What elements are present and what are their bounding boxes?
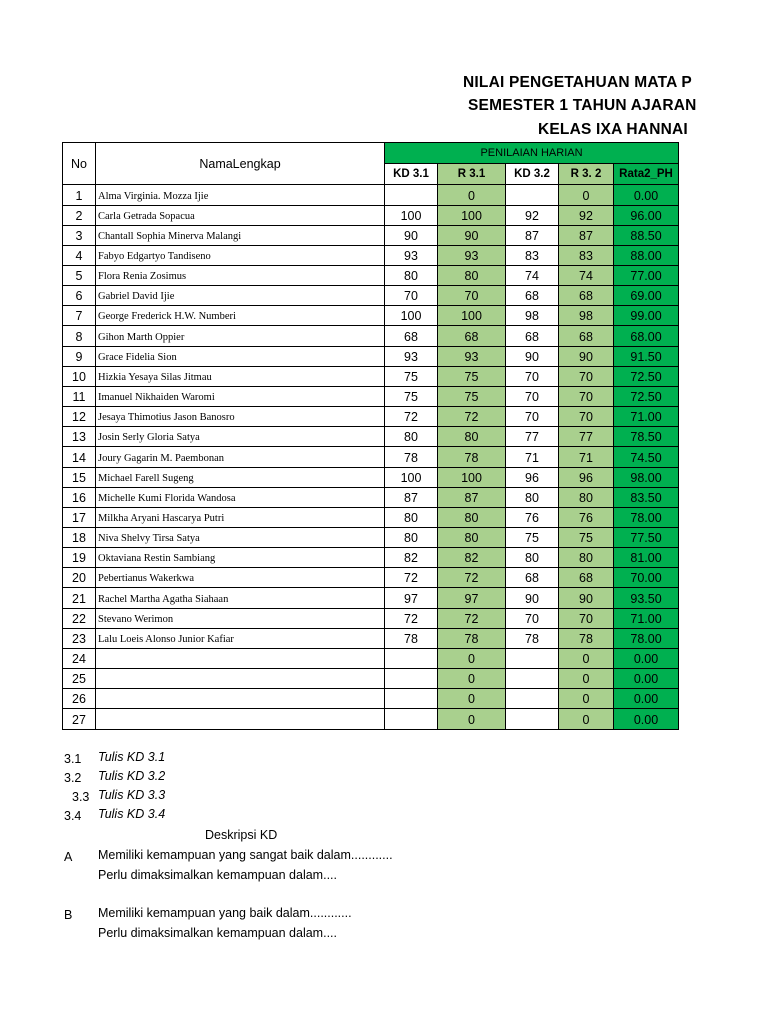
cell-r32: 70	[559, 608, 614, 628]
cell-rata2-ph: 72.50	[614, 386, 679, 406]
cell-r32: 68	[559, 326, 614, 346]
cell-kd32: 98	[506, 306, 559, 326]
cell-r32: 76	[559, 507, 614, 527]
cell-r32: 92	[559, 205, 614, 225]
cell-no: 24	[63, 648, 96, 668]
cell-kd31: 100	[385, 306, 438, 326]
table-row	[63, 467, 679, 487]
cell-kd31: 68	[385, 326, 438, 346]
cell-kd31: 93	[385, 346, 438, 366]
cell-no: 21	[63, 588, 96, 608]
cell-kd32	[506, 689, 559, 709]
cell-name: Milkha Aryani Hascarya Putri	[96, 507, 385, 527]
cell-kd31: 93	[385, 245, 438, 265]
col-no-header: No	[63, 143, 96, 185]
cell-name	[96, 689, 385, 709]
cell-name: Flora Renia Zosimus	[96, 265, 385, 285]
cell-kd32	[506, 648, 559, 668]
cell-no: 25	[63, 669, 96, 689]
cell-rata2-ph: 98.00	[614, 467, 679, 487]
cell-kd31: 75	[385, 366, 438, 386]
cell-name: Carla Getrada Sopacua	[96, 205, 385, 225]
cell-kd31	[385, 185, 438, 205]
cell-rata2-ph: 78.50	[614, 427, 679, 447]
cell-no: 4	[63, 245, 96, 265]
grade-b-line1: Memiliki kemampuan yang baik dalam............	[98, 906, 352, 920]
cell-name	[96, 669, 385, 689]
cell-name: Lalu Loeis Alonso Junior Kafiar	[96, 628, 385, 648]
cell-rata2-ph: 74.50	[614, 447, 679, 467]
cell-kd32: 71	[506, 447, 559, 467]
cell-kd32: 68	[506, 326, 559, 346]
cell-no: 1	[63, 185, 96, 205]
cell-no: 20	[63, 568, 96, 588]
cell-kd32	[506, 185, 559, 205]
table-row	[63, 648, 679, 668]
cell-name: Gabriel David Ijie	[96, 286, 385, 306]
cell-rata2-ph: 77.00	[614, 265, 679, 285]
cell-name: Oktaviana Restin Sambiang	[96, 548, 385, 568]
cell-kd32: 76	[506, 507, 559, 527]
legend-text-2: Tulis KD 3.2	[98, 769, 166, 783]
cell-r32: 0	[559, 669, 614, 689]
cell-kd32: 92	[506, 205, 559, 225]
cell-r32: 90	[559, 346, 614, 366]
cell-no: 5	[63, 265, 96, 285]
cell-kd32: 68	[506, 568, 559, 588]
cell-r31: 100	[438, 467, 506, 487]
col-avg-header: Rata2_PH	[614, 164, 679, 185]
col-r31-header: R 3.1	[438, 164, 506, 185]
cell-kd31: 78	[385, 628, 438, 648]
cell-kd32: 68	[506, 286, 559, 306]
cell-r31: 80	[438, 507, 506, 527]
cell-no: 27	[63, 709, 96, 730]
grade-b-label: B	[64, 908, 73, 922]
cell-kd31	[385, 709, 438, 730]
cell-rata2-ph: 0.00	[614, 689, 679, 709]
cell-kd32	[506, 709, 559, 730]
cell-rata2-ph: 96.00	[614, 205, 679, 225]
cell-rata2-ph: 69.00	[614, 286, 679, 306]
cell-no: 7	[63, 306, 96, 326]
legend-text-3: Tulis KD 3.3	[98, 788, 166, 802]
cell-kd31	[385, 648, 438, 668]
cell-r31: 97	[438, 588, 506, 608]
cell-kd31	[385, 689, 438, 709]
legend-text-4: Tulis KD 3.4	[98, 807, 166, 821]
cell-kd31: 80	[385, 265, 438, 285]
table-row	[63, 205, 679, 225]
table-row	[63, 628, 679, 648]
cell-r32: 0	[559, 709, 614, 730]
cell-no: 14	[63, 447, 96, 467]
cell-rata2-ph: 88.00	[614, 245, 679, 265]
report-title: NILAI PENGETAHUAN MATA P	[463, 74, 692, 91]
cell-no: 11	[63, 386, 96, 406]
cell-name: Jesaya Thimotius Jason Banosro	[96, 407, 385, 427]
cell-kd32: 70	[506, 407, 559, 427]
cell-rata2-ph: 0.00	[614, 709, 679, 730]
cell-no: 17	[63, 507, 96, 527]
class-line: KELAS IXA HANNAI	[538, 121, 688, 138]
cell-r32: 75	[559, 528, 614, 548]
table-row	[63, 326, 679, 346]
cell-name: Stevano Werimon	[96, 608, 385, 628]
cell-no: 18	[63, 528, 96, 548]
cell-r32: 71	[559, 447, 614, 467]
cell-no: 8	[63, 326, 96, 346]
col-name-header: NamaLengkap	[96, 143, 385, 185]
cell-rata2-ph: 71.00	[614, 407, 679, 427]
cell-no: 2	[63, 205, 96, 225]
cell-r31: 72	[438, 407, 506, 427]
table-row	[63, 447, 679, 467]
cell-rata2-ph: 99.00	[614, 306, 679, 326]
cell-kd32: 80	[506, 548, 559, 568]
cell-kd31: 97	[385, 588, 438, 608]
cell-rata2-ph: 77.50	[614, 528, 679, 548]
cell-kd31: 70	[385, 286, 438, 306]
cell-rata2-ph: 93.50	[614, 588, 679, 608]
cell-kd32: 78	[506, 628, 559, 648]
cell-rata2-ph: 81.00	[614, 548, 679, 568]
cell-no: 13	[63, 427, 96, 447]
cell-no: 15	[63, 467, 96, 487]
cell-r31: 78	[438, 447, 506, 467]
cell-name: Rachel Martha Agatha Siahaan	[96, 588, 385, 608]
cell-kd31	[385, 669, 438, 689]
cell-r31: 0	[438, 648, 506, 668]
cell-name	[96, 648, 385, 668]
table-row	[63, 588, 679, 608]
cell-name: Fabyo Edgartyo Tandiseno	[96, 245, 385, 265]
cell-name: Michelle Kumi Florida Wandosa	[96, 487, 385, 507]
cell-name: George Frederick H.W. Numberi	[96, 306, 385, 326]
cell-r32: 68	[559, 286, 614, 306]
cell-kd32: 96	[506, 467, 559, 487]
cell-r31: 75	[438, 386, 506, 406]
cell-r31: 0	[438, 669, 506, 689]
cell-no: 9	[63, 346, 96, 366]
cell-rata2-ph: 0.00	[614, 185, 679, 205]
cell-kd32: 87	[506, 225, 559, 245]
cell-r31: 72	[438, 608, 506, 628]
grade-a-line1: Memiliki kemampuan yang sangat baik dalam............	[98, 848, 393, 862]
cell-kd31: 72	[385, 608, 438, 628]
cell-kd31: 100	[385, 467, 438, 487]
table-row	[63, 225, 679, 245]
cell-kd32: 83	[506, 245, 559, 265]
cell-r32: 0	[559, 648, 614, 668]
cell-name: Josin Serly Gloria Satya	[96, 427, 385, 447]
cell-kd32: 90	[506, 346, 559, 366]
semester-line: SEMESTER 1 TAHUN AJARAN	[468, 97, 697, 114]
cell-r32: 98	[559, 306, 614, 326]
table-row	[63, 709, 679, 730]
table-row	[63, 548, 679, 568]
table-row	[63, 366, 679, 386]
cell-kd31: 75	[385, 386, 438, 406]
header-row-1	[63, 143, 679, 164]
cell-r31: 72	[438, 568, 506, 588]
table-row	[63, 386, 679, 406]
cell-name: Imanuel Nikhaiden Waromi	[96, 386, 385, 406]
cell-kd31: 80	[385, 427, 438, 447]
cell-no: 6	[63, 286, 96, 306]
cell-r32: 78	[559, 628, 614, 648]
legend-text-1: Tulis KD 3.1	[98, 750, 166, 764]
grades-table	[62, 142, 679, 730]
cell-rata2-ph: 0.00	[614, 669, 679, 689]
cell-no: 22	[63, 608, 96, 628]
table-row	[63, 265, 679, 285]
deskripsi-title: Deskripsi KD	[205, 828, 278, 842]
cell-r31: 68	[438, 326, 506, 346]
col-r32-header: R 3. 2	[559, 164, 614, 185]
cell-rata2-ph: 78.00	[614, 628, 679, 648]
table-row	[63, 507, 679, 527]
penilaian-harian-header: PENILAIAN HARIAN	[385, 143, 679, 164]
cell-r32: 74	[559, 265, 614, 285]
cell-no: 10	[63, 366, 96, 386]
cell-kd31: 100	[385, 205, 438, 225]
cell-rata2-ph: 91.50	[614, 346, 679, 366]
cell-kd32: 70	[506, 608, 559, 628]
legend-num-3: 3.3	[72, 790, 90, 804]
cell-r31: 0	[438, 185, 506, 205]
cell-kd32: 75	[506, 528, 559, 548]
cell-name: Chantall Sophia Minerva Malangi	[96, 225, 385, 245]
cell-kd31: 80	[385, 507, 438, 527]
table-row	[63, 286, 679, 306]
grade-a-label: A	[64, 850, 73, 864]
cell-kd31: 72	[385, 568, 438, 588]
table-row	[63, 568, 679, 588]
cell-kd31: 82	[385, 548, 438, 568]
grade-a-line2: Perlu dimaksimalkan kemampuan dalam....	[98, 868, 337, 882]
cell-r31: 100	[438, 205, 506, 225]
cell-kd32: 80	[506, 487, 559, 507]
cell-kd31: 90	[385, 225, 438, 245]
cell-rata2-ph: 70.00	[614, 568, 679, 588]
cell-r32: 70	[559, 386, 614, 406]
cell-rata2-ph: 78.00	[614, 507, 679, 527]
table-row	[63, 669, 679, 689]
cell-r31: 0	[438, 709, 506, 730]
cell-r32: 90	[559, 588, 614, 608]
table-row	[63, 407, 679, 427]
cell-rata2-ph: 83.50	[614, 487, 679, 507]
table-row	[63, 346, 679, 366]
cell-r32: 87	[559, 225, 614, 245]
cell-r32: 80	[559, 548, 614, 568]
col-kd31-header: KD 3.1	[385, 164, 438, 185]
cell-no: 19	[63, 548, 96, 568]
cell-no: 23	[63, 628, 96, 648]
cell-r31: 75	[438, 366, 506, 386]
cell-r31: 0	[438, 689, 506, 709]
cell-r31: 93	[438, 245, 506, 265]
cell-kd32: 74	[506, 265, 559, 285]
table-row	[63, 528, 679, 548]
legend-num-2: 3.2	[64, 771, 82, 785]
cell-r31: 90	[438, 225, 506, 245]
cell-kd31: 72	[385, 407, 438, 427]
cell-r31: 82	[438, 548, 506, 568]
cell-kd32: 77	[506, 427, 559, 447]
cell-rata2-ph: 0.00	[614, 648, 679, 668]
cell-r32: 83	[559, 245, 614, 265]
cell-r32: 0	[559, 185, 614, 205]
cell-r31: 70	[438, 286, 506, 306]
cell-r32: 80	[559, 487, 614, 507]
cell-r32: 0	[559, 689, 614, 709]
cell-name	[96, 709, 385, 730]
cell-r32: 96	[559, 467, 614, 487]
cell-no: 12	[63, 407, 96, 427]
table-row	[63, 608, 679, 628]
cell-r31: 80	[438, 265, 506, 285]
cell-name: Pebertianus Wakerkwa	[96, 568, 385, 588]
cell-r31: 78	[438, 628, 506, 648]
cell-name: Alma Virginia. Mozza Ijie	[96, 185, 385, 205]
cell-kd31: 80	[385, 528, 438, 548]
cell-rata2-ph: 68.00	[614, 326, 679, 346]
cell-r31: 87	[438, 487, 506, 507]
cell-r32: 77	[559, 427, 614, 447]
cell-r31: 100	[438, 306, 506, 326]
cell-name: Niva Shelvy Tirsa Satya	[96, 528, 385, 548]
cell-no: 3	[63, 225, 96, 245]
col-kd32-header: KD 3.2	[506, 164, 559, 185]
legend-num-4: 3.4	[64, 809, 82, 823]
table-row	[63, 245, 679, 265]
cell-r32: 68	[559, 568, 614, 588]
cell-rata2-ph: 72.50	[614, 366, 679, 386]
cell-r31: 80	[438, 528, 506, 548]
cell-name: Grace Fidelia Sion	[96, 346, 385, 366]
cell-kd31: 87	[385, 487, 438, 507]
table-row	[63, 185, 679, 205]
cell-kd31: 78	[385, 447, 438, 467]
cell-rata2-ph: 71.00	[614, 608, 679, 628]
cell-r31: 80	[438, 427, 506, 447]
cell-kd32: 90	[506, 588, 559, 608]
cell-r32: 70	[559, 407, 614, 427]
cell-kd32: 70	[506, 386, 559, 406]
cell-r31: 93	[438, 346, 506, 366]
table-row	[63, 427, 679, 447]
cell-r32: 70	[559, 366, 614, 386]
cell-name: Gihon Marth Oppier	[96, 326, 385, 346]
cell-name: Michael Farell Sugeng	[96, 467, 385, 487]
table-row	[63, 306, 679, 326]
cell-kd32	[506, 669, 559, 689]
cell-rata2-ph: 88.50	[614, 225, 679, 245]
cell-no: 26	[63, 689, 96, 709]
cell-no: 16	[63, 487, 96, 507]
grade-b-line2: Perlu dimaksimalkan kemampuan dalam....	[98, 926, 337, 940]
table-row	[63, 689, 679, 709]
legend-num-1: 3.1	[64, 752, 82, 766]
cell-name: Hizkia Yesaya Silas Jitmau	[96, 366, 385, 386]
cell-name: Joury Gagarin M. Paembonan	[96, 447, 385, 467]
cell-kd32: 70	[506, 366, 559, 386]
table-row	[63, 487, 679, 507]
